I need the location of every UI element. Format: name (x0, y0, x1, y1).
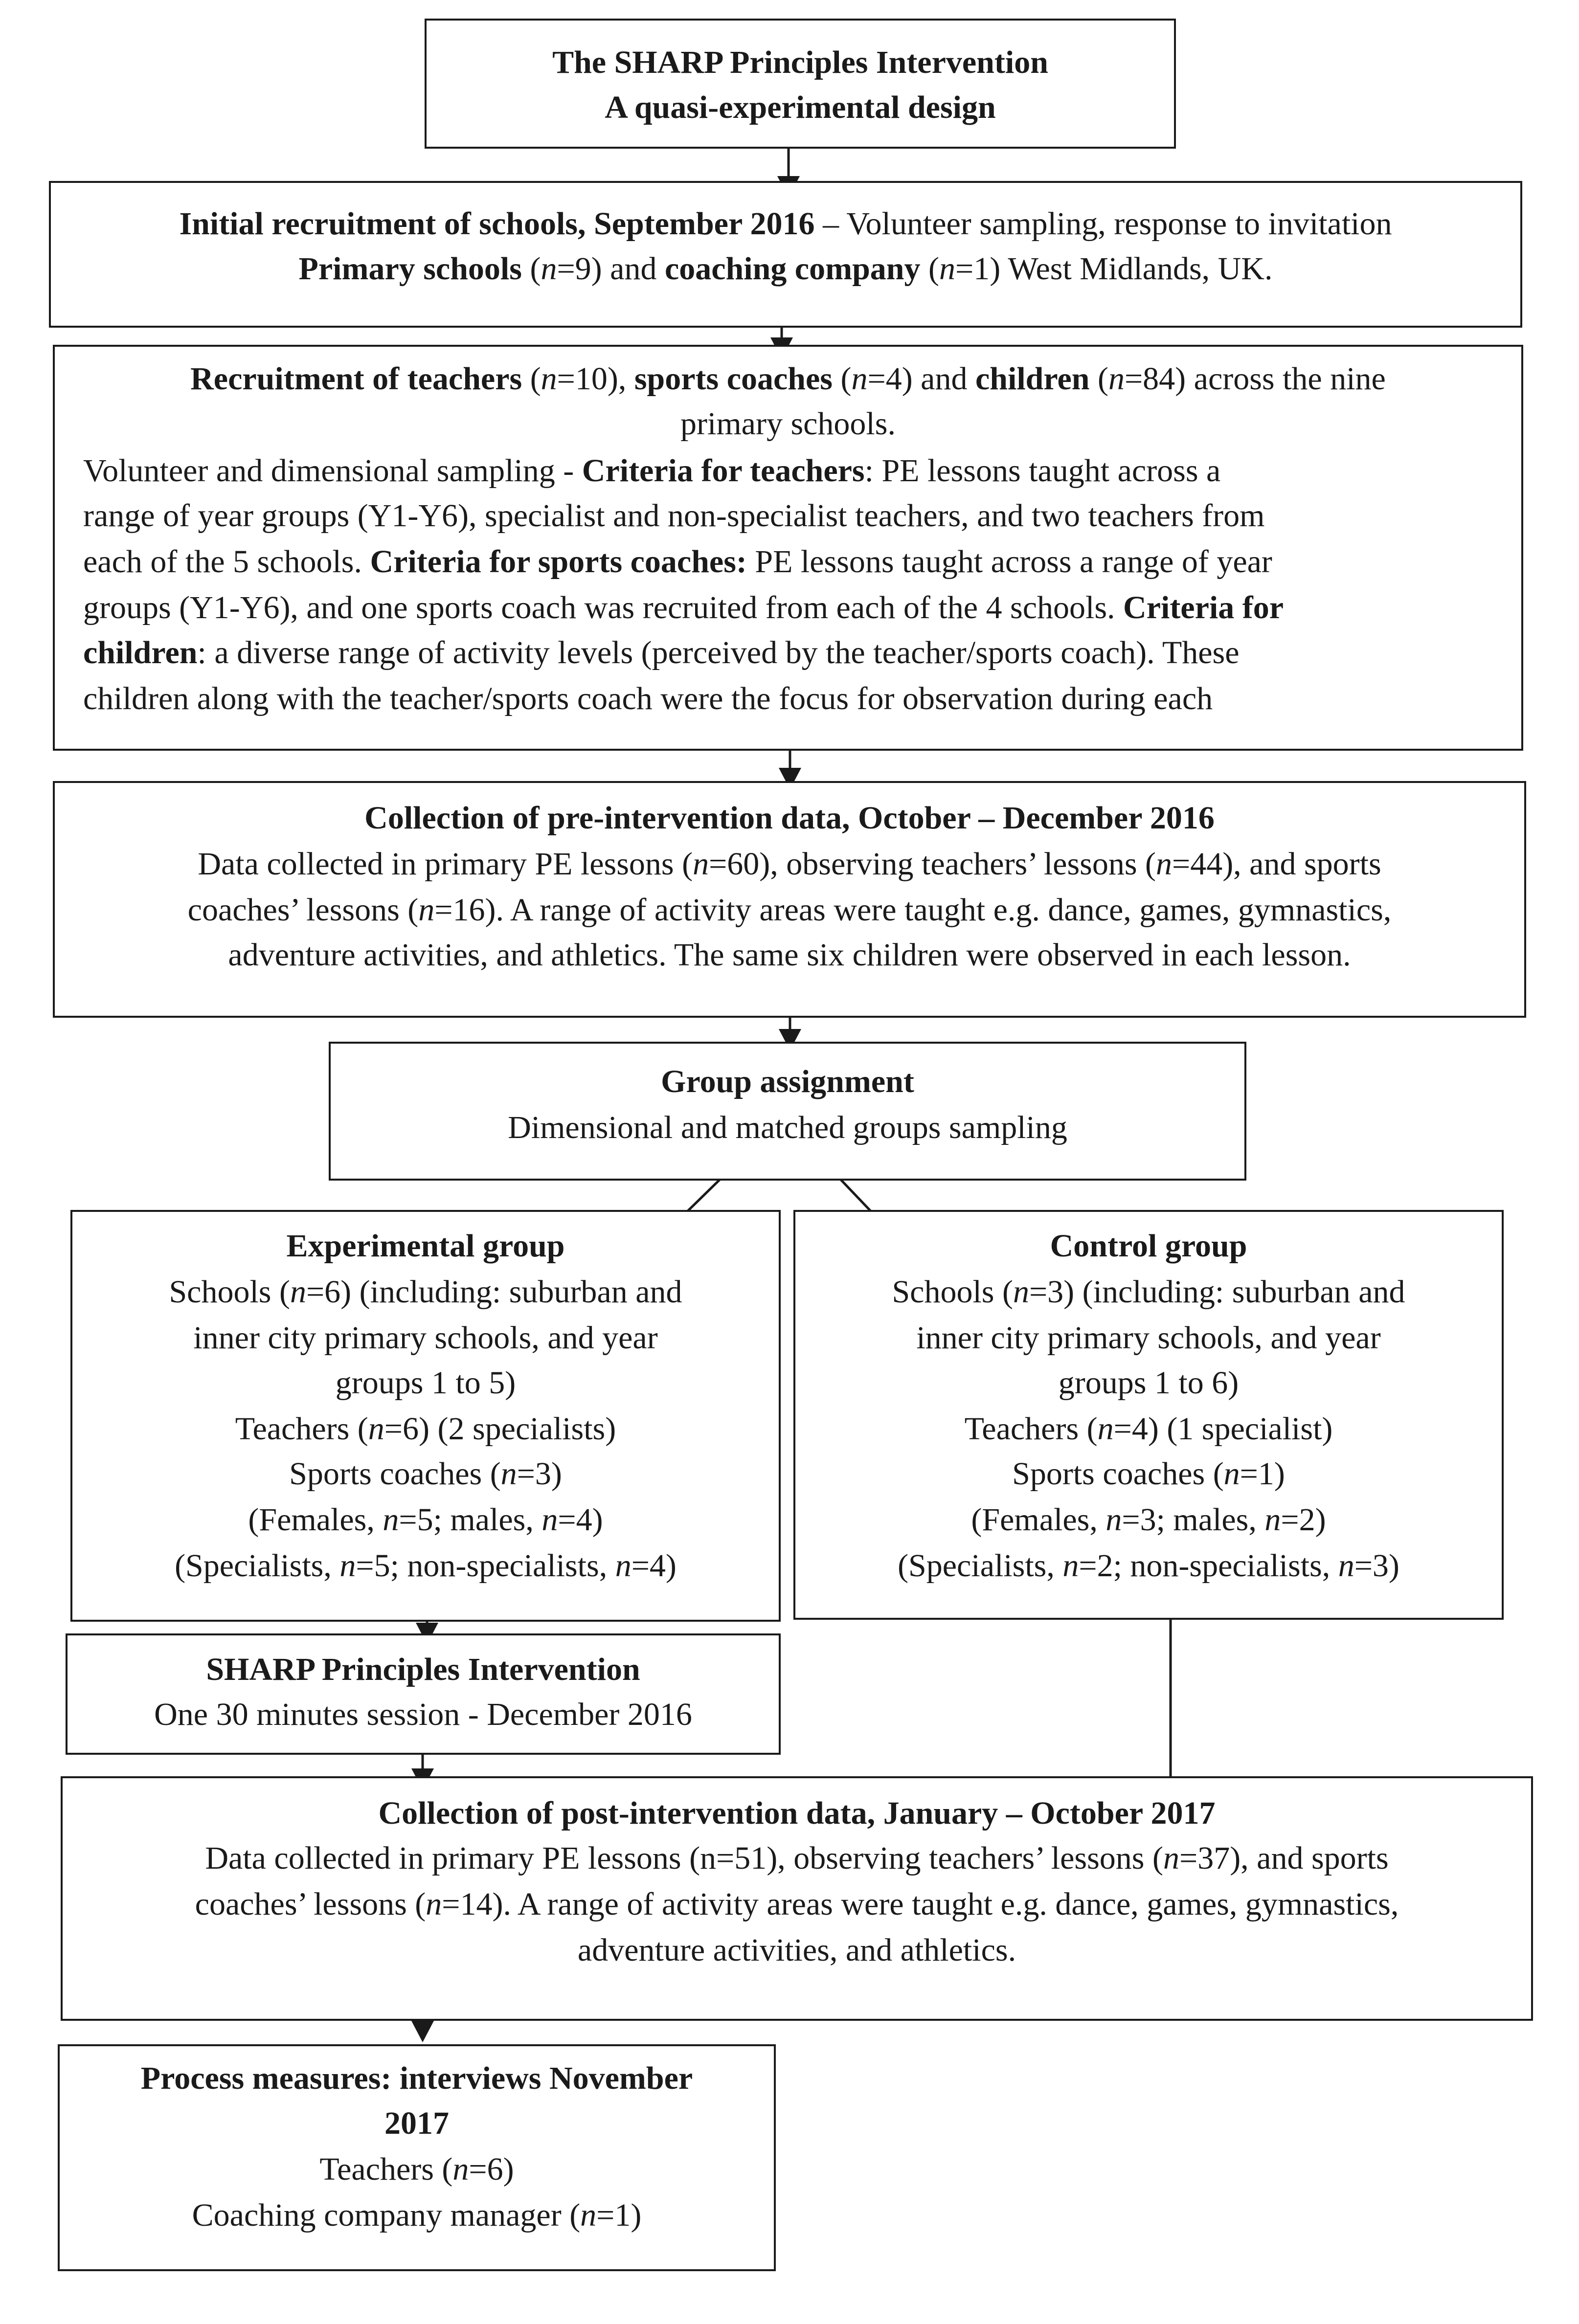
control-group-box (793, 1210, 1504, 1620)
process-title-line-1: Process measures: interviews November (140, 2060, 693, 2096)
control-title: Control group (1050, 1228, 1247, 1264)
recruit-schools-line-2: Primary schools (n=9) and coaching company (n=1) West Midlands, UK. (298, 251, 1273, 287)
process-line-3: Teachers (n=6) (319, 2151, 514, 2187)
experimental-line-2: Schools (n=6) (including: suburban and (169, 1274, 682, 1310)
post-data-line-3: coaches’ lessons (n=14). A range of activity areas were taught e.g. dance, games, gymnastics, (195, 1886, 1399, 1922)
pre-data-line-3: coaches’ lessons (n=16). A range of activity areas were taught e.g. dance, games, gymnastics, (187, 892, 1392, 928)
recruit-people-line-3: Volunteer and dimensional sampling - Criteria for teachers: PE lessons taught across a (83, 453, 1221, 489)
control-line-3: inner city primary schools, and year (916, 1320, 1381, 1356)
experimental-group-box (70, 1210, 781, 1622)
recruit-schools-line-1: Initial recruitment of schools, September 2016 – Volunteer sampling, response to invitation (179, 206, 1392, 242)
arrowhead-icon (411, 2021, 434, 2042)
title-line-2: A quasi-experimental design (605, 89, 996, 125)
experimental-line-6: Sports coaches (n=3) (289, 1456, 562, 1492)
process-measures-box (58, 2044, 776, 2271)
pre-data-line-4: adventure activities, and athletics. The same six children were observed in each lesson. (228, 937, 1351, 973)
control-line-2: Schools (n=3) (including: suburban and (892, 1274, 1405, 1310)
group-assignment-title: Group assignment (661, 1064, 914, 1099)
post-data-line-2: Data collected in primary PE lessons (n=51), observing teachers’ lessons (n=37), and sports (205, 1840, 1389, 1876)
recruit-people-box (53, 345, 1523, 751)
recruit-people-line-1: Recruitment of teachers (n=10), sports coaches (n=4) and children (n=84) across the nine (190, 361, 1386, 397)
recruit-people-line-8: children along with the teacher/sports coach were the focus for observation during each (83, 681, 1213, 716)
group-assignment-subtitle: Dimensional and matched groups sampling (508, 1110, 1067, 1145)
process-line-4: Coaching company manager (n=1) (192, 2197, 642, 2233)
control-line-5: Teachers (n=4) (1 specialist) (964, 1411, 1333, 1447)
control-line-8: (Specialists, n=2; non-specialists, n=3) (898, 1548, 1399, 1584)
group-assignment-box (329, 1042, 1246, 1181)
post-data-line-4: adventure activities, and athletics. (577, 1932, 1016, 1968)
process-title-line-2: 2017 (384, 2105, 449, 2141)
recruit-schools-box (49, 181, 1522, 328)
experimental-line-3: inner city primary schools, and year (193, 1320, 658, 1356)
title-line-1: The SHARP Principles Intervention (552, 45, 1048, 80)
post-data-title: Collection of post-intervention data, January – October 2017 (378, 1795, 1216, 1831)
recruit-people-line-6: groups (Y1-Y6), and one sports coach was recruited from each of the 4 schools. Criteria for (83, 590, 1284, 626)
title-box (425, 19, 1176, 149)
experimental-line-4: groups 1 to 5) (335, 1365, 516, 1401)
post-data-box (61, 1776, 1533, 2021)
recruit-people-line-4: range of year groups (Y1-Y6), specialist and non-specialist teachers, and two teachers from (83, 498, 1265, 534)
control-line-4: groups 1 to 6) (1058, 1365, 1239, 1401)
pre-data-box (53, 781, 1526, 1018)
experimental-line-7: (Females, n=5; males, n=4) (248, 1502, 603, 1538)
experimental-title: Experimental group (286, 1228, 565, 1264)
experimental-line-5: Teachers (n=6) (2 specialists) (235, 1411, 616, 1447)
pre-data-line-2: Data collected in primary PE lessons (n=60), observing teachers’ lessons (n=44), and sports (198, 846, 1381, 882)
intervention-box (66, 1633, 781, 1755)
experimental-line-8: (Specialists, n=5; non-specialists, n=4) (175, 1548, 677, 1584)
control-line-7: (Females, n=3; males, n=2) (971, 1502, 1326, 1538)
recruit-people-line-7: children: a diverse range of activity levels (perceived by the teacher/sports coach). These (83, 635, 1240, 670)
recruit-people-line-5: each of the 5 schools. Criteria for sports coaches: PE lessons taught across a range of year (83, 544, 1272, 580)
recruit-people-line-2: primary schools. (680, 406, 896, 442)
intervention-title: SHARP Principles Intervention (206, 1652, 640, 1687)
control-line-6: Sports coaches (n=1) (1012, 1456, 1285, 1492)
intervention-subtitle: One 30 minutes session - December 2016 (154, 1697, 692, 1732)
pre-data-title: Collection of pre-intervention data, October – December 2016 (364, 800, 1215, 836)
